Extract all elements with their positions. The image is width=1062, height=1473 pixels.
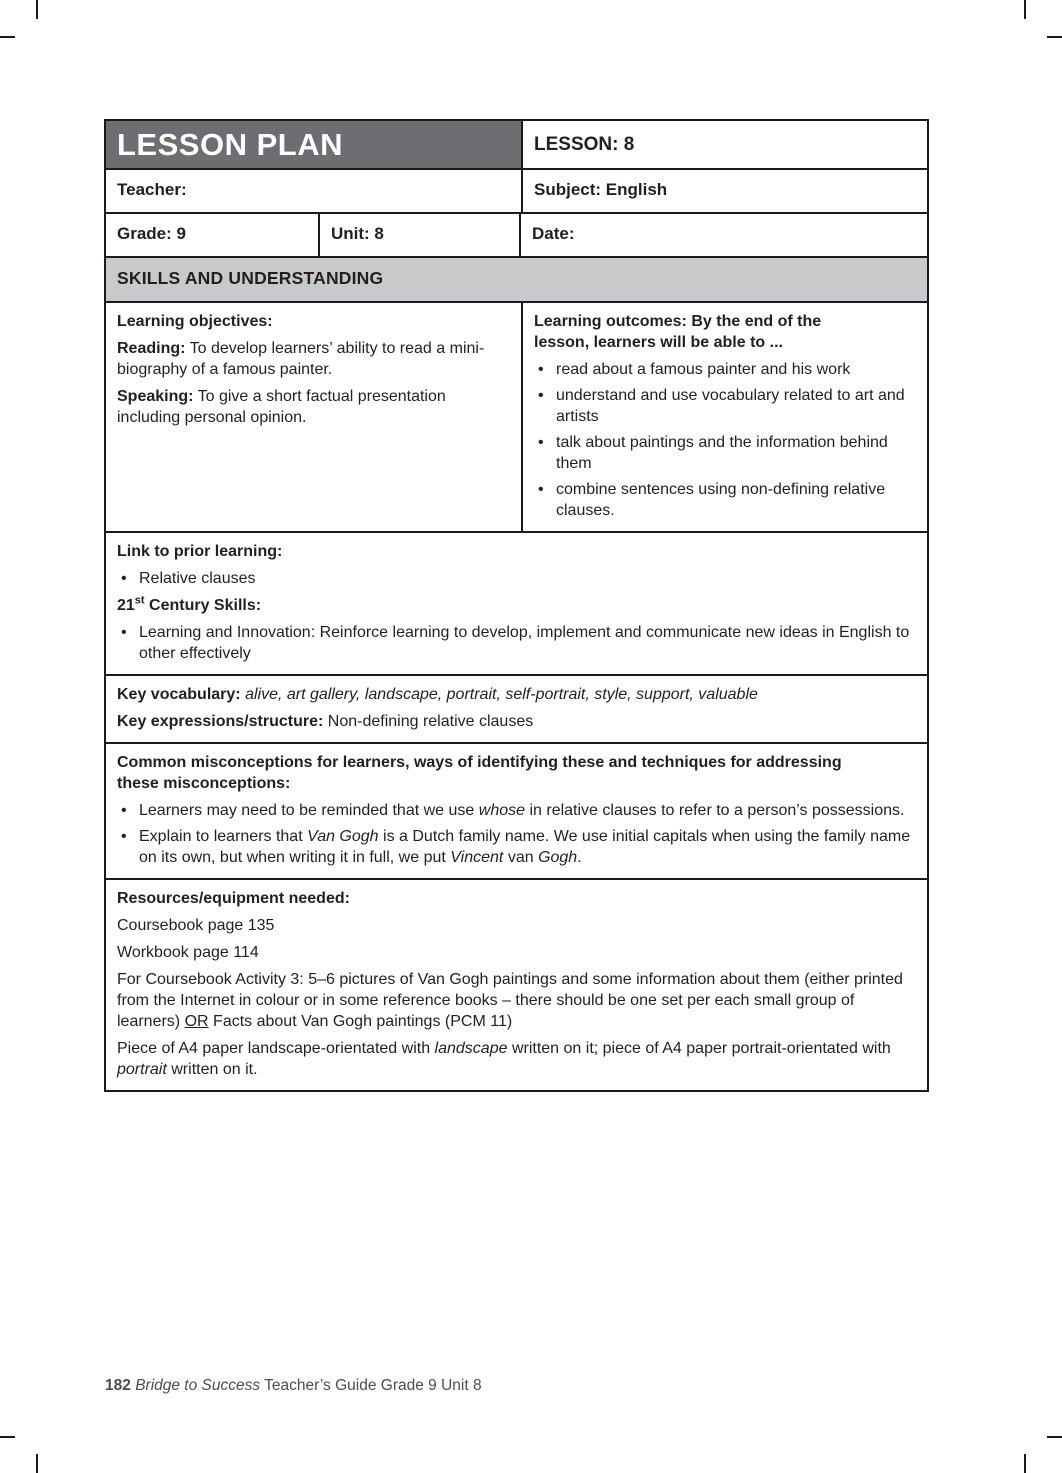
resources-workbook: Workbook page 114 xyxy=(117,944,259,961)
misconception-2-term-1: Van Gogh xyxy=(307,828,379,845)
speaking-objective xyxy=(117,386,510,428)
resources-row xyxy=(106,880,927,1090)
reading-text: To develop learners’ ability to read a mini-biography of a famous painter. xyxy=(117,340,485,378)
prior-learning-list xyxy=(117,568,916,589)
resources-activity xyxy=(117,969,916,1032)
skills-section-cell xyxy=(106,258,927,301)
unit-label: Unit: 8 xyxy=(331,224,384,243)
misconception-2-term-2: Vincent xyxy=(450,849,504,866)
resources-paper-text-end: written on it. xyxy=(171,1061,258,1078)
misconceptions-cell xyxy=(106,744,927,878)
lesson-number: LESSON: 8 xyxy=(534,133,635,155)
learning-objectives-cell xyxy=(106,303,521,531)
misconception-item xyxy=(117,826,916,868)
lesson-number-cell xyxy=(521,121,927,168)
grade-cell xyxy=(106,214,318,256)
century-skills-number: 21 xyxy=(117,597,135,614)
key-vocabulary-line xyxy=(117,684,916,705)
teacher-label: Teacher: xyxy=(117,180,187,199)
header-row xyxy=(106,121,927,170)
prior-learning-row xyxy=(106,533,927,676)
century-skills-heading xyxy=(117,595,916,616)
crop-mark-top-right-v xyxy=(1024,0,1026,19)
lesson-plan-title-cell xyxy=(106,121,521,168)
crop-mark-top-left-v xyxy=(36,0,38,19)
teacher-cell xyxy=(106,170,521,212)
key-expressions-text: Non-defining relative clauses xyxy=(327,713,534,730)
key-expressions-label: Key expressions/structure: xyxy=(117,713,324,730)
misconception-2-term-3: Gogh xyxy=(538,849,578,866)
misconception-2-text-mid: is a Dutch family name. We use initial capitals when using the family name on its own, but when writing it in full, we put xyxy=(139,828,911,866)
century-skills-superscript: st xyxy=(134,594,145,607)
key-vocabulary-cell xyxy=(106,676,927,742)
outcome-item: • combine sentences using non-defining relative clauses. xyxy=(534,479,916,521)
misconceptions-heading: Common misconceptions for learners, ways of identifying these and techniques for addressing these misconceptions: xyxy=(117,754,842,792)
prior-learning-item: • Relative clauses xyxy=(117,568,916,589)
crop-mark-bottom-right-h xyxy=(1047,1436,1062,1438)
reading-objective xyxy=(117,338,510,380)
century-skills-list xyxy=(117,622,916,664)
prior-learning-heading-text: Link to prior learning: xyxy=(117,543,283,560)
misconception-2-text-end: . xyxy=(577,849,582,866)
misconception-1-term: whose xyxy=(478,802,526,819)
resources-paper xyxy=(117,1038,916,1080)
page-number: 182 xyxy=(105,1377,131,1394)
misconception-1-text-end: in relative clauses to refer to a person’s possessions. xyxy=(529,802,905,819)
crop-mark-top-right-h xyxy=(1047,36,1062,38)
resources-paper-text: Piece of A4 paper landscape-orientated with xyxy=(117,1040,431,1057)
key-vocabulary-label: Key vocabulary: xyxy=(117,686,241,703)
learning-outcomes-list xyxy=(534,359,916,521)
speaking-text: To give a short factual presentation including personal opinion. xyxy=(117,388,446,426)
resources-activity-text-end: Facts about Van Gogh paintings (PCM 11) xyxy=(213,1013,513,1030)
outcome-item: • read about a famous painter and his work xyxy=(534,359,916,380)
footer-text: Teacher’s Guide Grade 9 Unit 8 xyxy=(264,1377,482,1394)
page-footer xyxy=(105,1377,482,1395)
misconception-item xyxy=(117,800,916,821)
misconception-1-text: Learners may need to be reminded that we use xyxy=(139,802,475,819)
key-expressions-line xyxy=(117,711,916,732)
crop-mark-bottom-left-h xyxy=(0,1436,15,1438)
resources-heading-text: Resources/equipment needed: xyxy=(117,890,350,907)
unit-cell xyxy=(318,214,519,256)
outcome-item: • talk about paintings and the information behind them xyxy=(534,432,916,474)
crop-mark-bottom-right-v xyxy=(1024,1454,1026,1473)
misconception-2-text: Explain to learners that xyxy=(139,828,303,845)
resources-or: OR xyxy=(184,1013,209,1030)
subject-label: Subject: English xyxy=(534,180,668,199)
resources-paper-text-mid: written on it; piece of A4 paper portrait-orientated with xyxy=(511,1040,891,1057)
resources-paper-term-2: portrait xyxy=(117,1061,167,1078)
resources-cell xyxy=(106,880,927,1090)
prior-learning-cell xyxy=(106,533,927,674)
resources-activity-text: For Coursebook Activity 3: 5–6 pictures of Van Gogh paintings and some information about them (either printed from the Internet in colour or in some reference books – there should be one set per each small group of learners) xyxy=(117,971,903,1030)
resources-coursebook: Coursebook page 135 xyxy=(117,917,275,934)
outcome-item: • understand and use vocabulary related to art and artists xyxy=(534,385,916,427)
key-vocabulary-row xyxy=(106,676,927,744)
century-skills-item: • Learning and Innovation: Reinforce learning to develop, implement and communicate new ideas in English to other effectively xyxy=(117,622,916,664)
lesson-plan-table xyxy=(104,119,929,1092)
resources-heading xyxy=(117,888,916,909)
crop-mark-bottom-left-v xyxy=(36,1454,38,1473)
key-vocabulary-words: alive, art gallery, landscape, portrait, self-portrait, style, support, valuable xyxy=(245,686,758,703)
reading-label: Reading: xyxy=(117,340,186,357)
resources-paper-term-1: landscape xyxy=(434,1040,508,1057)
skills-section-row xyxy=(106,258,927,303)
date-cell xyxy=(519,214,927,256)
objectives-outcomes-row xyxy=(106,303,927,533)
crop-mark-top-left-h xyxy=(0,36,15,38)
lesson-plan-title: LESSON PLAN xyxy=(117,127,343,162)
learning-objectives-heading-text: Learning objectives: xyxy=(117,313,273,330)
learning-objectives-heading xyxy=(117,311,510,332)
learning-outcomes-cell xyxy=(521,303,927,531)
grade-unit-date-row xyxy=(106,214,927,258)
misconceptions-list xyxy=(117,800,916,868)
date-label: Date: xyxy=(532,224,575,243)
subject-cell xyxy=(521,170,927,212)
teacher-subject-row xyxy=(106,170,927,214)
grade-label: Grade: 9 xyxy=(117,224,186,243)
misconception-2-text-mid-2: van xyxy=(507,849,534,866)
skills-section-header: SKILLS AND UNDERSTANDING xyxy=(117,268,384,288)
prior-learning-heading xyxy=(117,541,916,562)
learning-outcomes-heading: Learning outcomes: By the end of the lesson, learners will be able to ... xyxy=(534,313,822,351)
speaking-label: Speaking: xyxy=(117,388,194,405)
series-title: Bridge to Success xyxy=(135,1377,261,1394)
century-skills-heading-text: Century Skills: xyxy=(149,597,262,614)
misconceptions-row xyxy=(106,744,927,880)
